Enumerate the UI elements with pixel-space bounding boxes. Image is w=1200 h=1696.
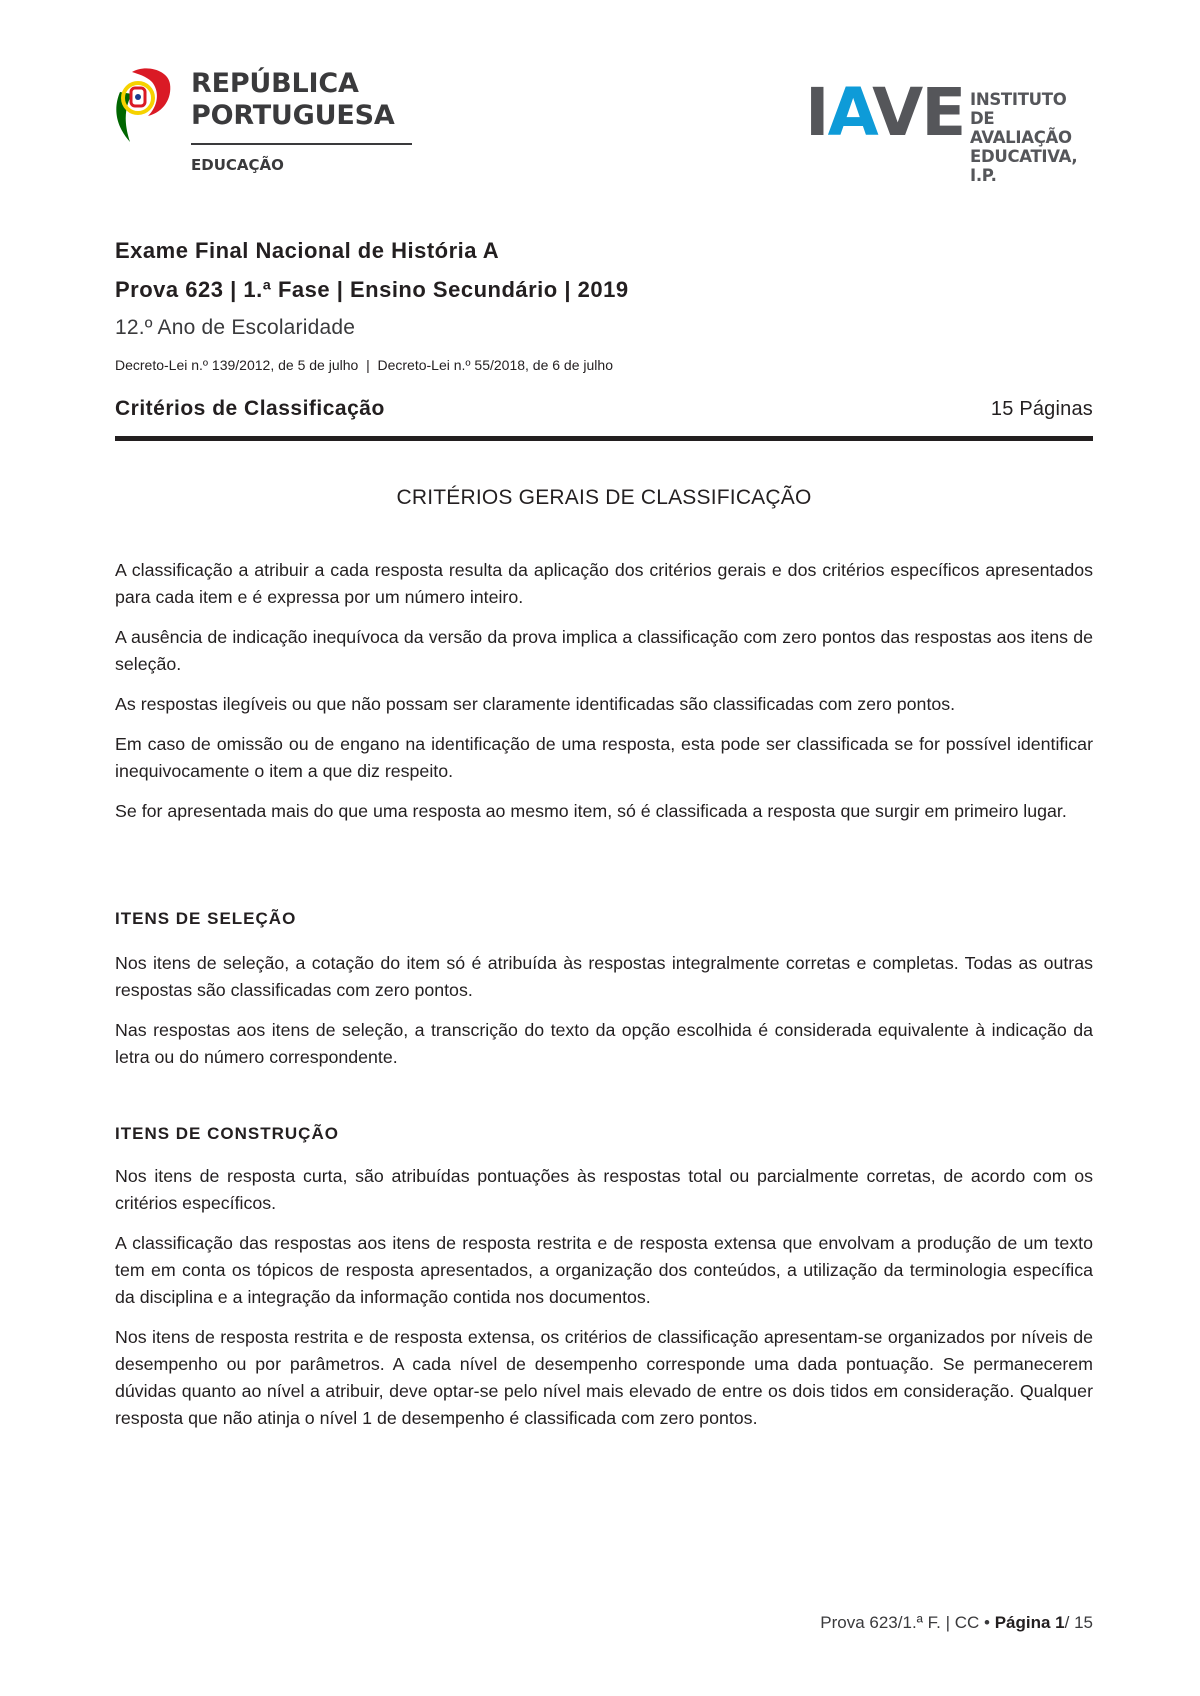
republica-line1: REPÚBLICA [191,68,359,99]
logo-divider [191,143,412,145]
header-divider [115,436,1093,441]
iave-line2: DE AVALIAÇÃO [970,109,1072,147]
general-paragraph: Se for apresentada mais do que uma resposta ao mesmo item, só é classificada a resposta que surgir em primeiro lugar. [115,801,1067,821]
legal-reference: Decreto-Lei n.º 139/2012, de 5 de julho | Decreto-Lei n.º 55/2018, de 6 de julho [115,357,613,373]
footer-prefix: Prova 623/1.ª F. | CC • [820,1613,995,1632]
iave-logo [805,74,1095,185]
page-footer [820,1613,1093,1633]
general-paragraph: As respostas ilegíveis ou que não possam ser claramente identificadas são classificadas com zero pontos. [115,694,956,714]
portuguese-flag-emblem-icon [112,64,172,148]
iave-subtitle [970,90,1095,185]
iave-line3: EDUCATIVA, I.P. [970,147,1078,185]
republica-portuguesa-logo [112,64,412,184]
republica-wordmark [191,68,395,132]
iave-mark: IAVE [805,74,965,151]
general-criteria-heading: CRITÉRIOS GERAIS DE CLASSIFICAÇÃO [396,486,812,509]
construction-paragraph: Nos itens de resposta restrita e de resposta extensa, os critérios de classificação apresentam-se organizados por níveis de desempenho ou por parâmetros. A cada nível de desempenho corresponde uma dada pontuação. Se permanecerem dúvidas quanto ao nível a atribuir, deve optar-se pelo nível mais elevado de entre os dois tidos em consideração. Qualquer resposta que não atinja o nível 1 de desempenho é classificada com zero pontos. [115,1327,1093,1428]
construction-paragraph: Nos itens de resposta curta, são atribuídas pontuações às respostas total ou parcialmente corretas, de acordo com os critérios específicos. [115,1166,1093,1213]
school-year: 12.º Ano de Escolaridade [115,316,356,339]
selection-items-heading: ITENS DE SELEÇÃO [115,909,297,928]
iave-line1: INSTITUTO [970,90,1067,109]
general-paragraph: A ausência de indicação inequívoca da versão da prova implica a classificação com zero pontos das respostas aos itens de seleção. [115,627,1093,674]
page-count: 15 Páginas [990,398,1093,420]
construction-items-heading: ITENS DE CONSTRUÇÃO [115,1124,339,1143]
general-paragraph: A classificação a atribuir a cada resposta resulta da aplicação dos critérios gerais e dos critérios específicos apresentados para cada item e é expressa por um número inteiro. [115,560,1093,607]
selection-paragraph: Nas respostas aos itens de seleção, a transcrição do texto da opção escolhida é considerada equivalente à indicação da letra ou do número correspondente. [115,1020,1093,1067]
selection-paragraph: Nos itens de seleção, a cotação do item só é atribuída às respostas integralmente corretas e completas. Todas as outras respostas são classificadas com zero pontos. [115,953,1093,1000]
department-label: EDUCAÇÃO [191,156,284,174]
footer-page-label: Página 1 [994,1613,1065,1632]
footer-total: / 15 [1064,1613,1093,1632]
document-type: Critérios de Classificação [115,397,385,420]
exam-subtitle: Prova 623 | 1.ª Fase | Ensino Secundário | 2019 [115,277,629,302]
general-paragraph: Em caso de omissão ou de engano na identificação de uma resposta, esta pode ser classificada se for possível identificar inequivocamente o item a que diz respeito. [115,734,1093,781]
exam-title: Exame Final Nacional de História A [115,238,500,263]
republica-line2: PORTUGUESA [191,100,395,131]
construction-paragraph: A classificação das respostas aos itens de resposta restrita e de resposta extensa que envolvam a produção de um texto tem em conta os tópicos de resposta apresentados, a organização dos conteúdos, a utilização da terminologia específica da disciplina e a integração da informação contida nos documentos. [115,1233,1093,1307]
